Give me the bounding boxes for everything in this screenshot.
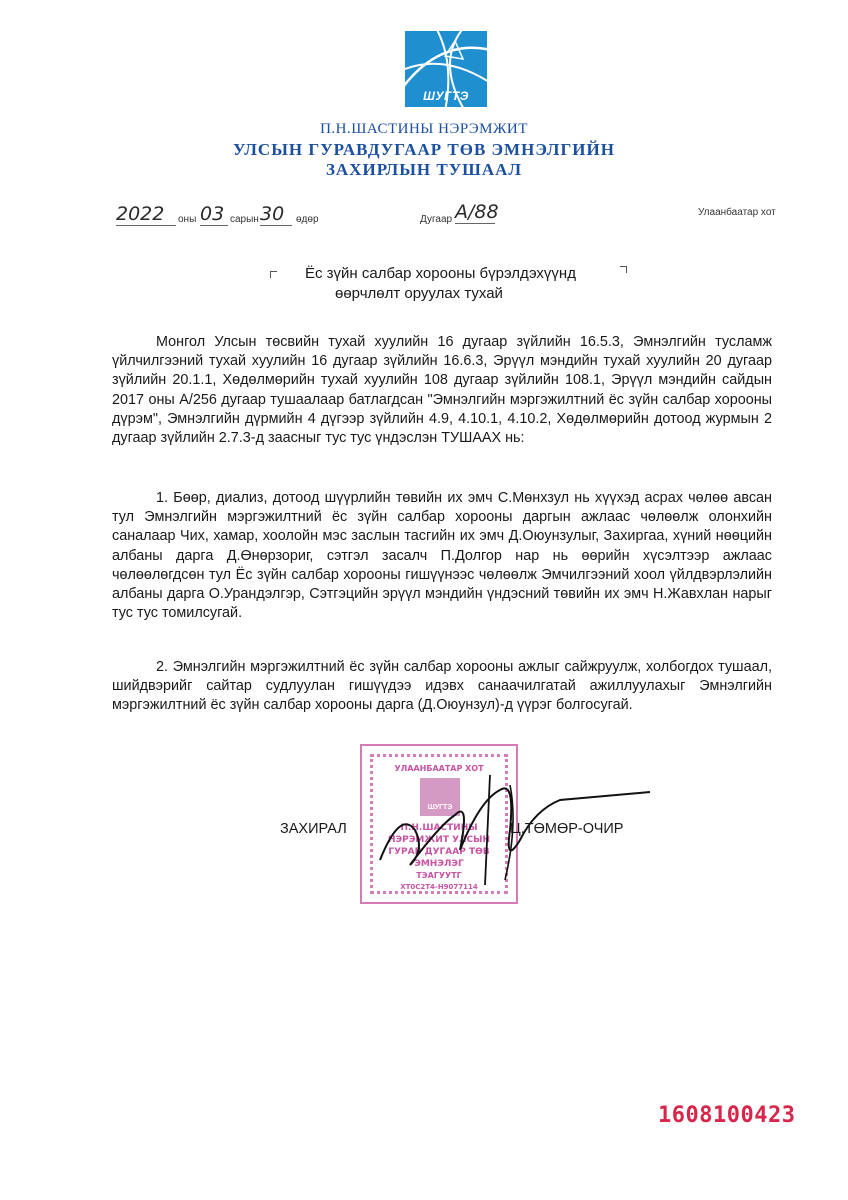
stamp-line-6: ХТ0С2Т4-Н9077114 (400, 883, 478, 891)
stamp-logo-icon: ШУГТЭ (420, 778, 460, 816)
order-number: А/88 (455, 201, 499, 223)
subject-corner-left (270, 271, 277, 278)
stamp-line-2: НЭРЭМЖИТ УЛСЫН (388, 835, 490, 845)
day-label: өдөр (296, 214, 319, 225)
signatory-role: ЗАХИРАЛ (280, 821, 347, 837)
year-label: оны (178, 214, 197, 225)
stamp-line-3: ГУРАВ ДУГААР ТӨВ (388, 847, 490, 857)
hospital-title: УЛСЫН ГУРАВДУГААР ТӨВ ЭМНЭЛГИЙН (233, 140, 615, 159)
logo-text: ШУГТЭ (423, 89, 469, 103)
item-2-paragraph (112, 658, 772, 716)
subject-line-1: Ёс зүйн салбар хорооны бүрэлдэхүүнд (305, 265, 576, 282)
date-month: 03 (200, 203, 228, 226)
month-label: сарын (230, 214, 259, 225)
registration-number: 1608100423 (658, 1103, 796, 1128)
preamble-text: Монгол Улсын төсвийн тухай хуулийн 16 дугаар зүйлийн 16.5.3, Эмнэлгийн тусламж үйлчилгээний тухай хуулийн 16 дугаар зүйлийн 16.6.3, Эрүүл мэндийн тухай хуулийн 20 дугаар зүйлийн 20.1.1, Хөдөлмөрийн тухай хуулийн 108 дугаар зүйлийн 108.1, Эрүүл мэндийн сайдын 2017 оны А/256 дугаар тушаалаар батлагдсан "Эмнэлгийн мэргэжилтний ёс зүйн салбар хорооны дүрэм", Эмнэлгийн дүрмийн 4 дүгээр зүйлийн 4.9, 4.10.1, 4.10.2, Хөдөлмөрийн дотоод журмын 2 дугаар зүйлийн 2.7.3-д заасныг тус тус үндэслэн ТУШААХ нь: (112, 334, 772, 447)
stamp-city: УЛААНБААТАР ХОТ (394, 764, 484, 773)
city-label: Улаанбаатар хот (698, 207, 776, 218)
subject-line-2: өөрчлөлт оруулах тухай (335, 285, 503, 302)
subject-corner-right (620, 266, 627, 273)
hospital-name-line: П.Н.ШАСТИНЫ НЭРЭМЖИТ (320, 121, 528, 137)
stamp-line-5: ТЭАГУУТГ (416, 871, 462, 880)
stamp-line-1: П.Н.ШАСТИНЫ (400, 823, 478, 833)
hospital-logo (405, 31, 487, 107)
stamp-line-4: ЭМНЭЛЭГ (414, 859, 464, 869)
item-1-text: 1. Бөөр, диализ, дотоод шүүрлийн төвийн их эмч С.Мөнхзул нь хүүхэд асрах чөлөө авсан тул Эмнэлгийн мэргэжилтний ёс зүйн салбар хорооны даргын ажлаас чөлөөлж олонхийн саналаар Чих, хамар, хоолойн мэс заслын тасгийн их эмч Д.Оюунзулыг, Захиргаа, хүний нөөцийн албаны дарга Д.Өнөрзориг, сэтгэл засалч П.Долгор нар нь өөрийн хүсэлтээр ажлаас чөлөөлөгдсөн тул Ёс зүйн салбар хорооны гишүүнээс чөлөөлж Эмчилгээний хоол үйлдвэрлэлийн албаны дарга О.Урандэлгэр, Сэтгэцийн эрүүл мэндийн үндэсний төвийн их эмч Н.Жавхлан нарыг тус тус томилсугай. (112, 490, 772, 622)
item-2-text: 2. Эмнэлгийн мэргэжилтний ёс зүйн салбар хорооны ажлыг сайжруулж, холбогдох тушаал, шийдвэрийг сайтар судлуулан гишүүдээ идэвх санаачилгатай ажиллуулахыг Эмнэлгийн мэргэжилтний ёс зүйн салбар хорооны дарга (Д.Оюунзул)-д үүрэг болгосугай. (112, 659, 772, 714)
signatory-name: Ц.ТӨМӨР-ОЧИР (510, 821, 624, 837)
item-1-paragraph (112, 489, 772, 623)
date-day: 30 (260, 203, 292, 226)
order-number-label: Дугаар (420, 214, 453, 225)
preamble-paragraph (112, 333, 772, 448)
order-title: ЗАХИРЛЫН ТУШААЛ (325, 160, 523, 179)
date-year: 2022 (116, 203, 176, 226)
